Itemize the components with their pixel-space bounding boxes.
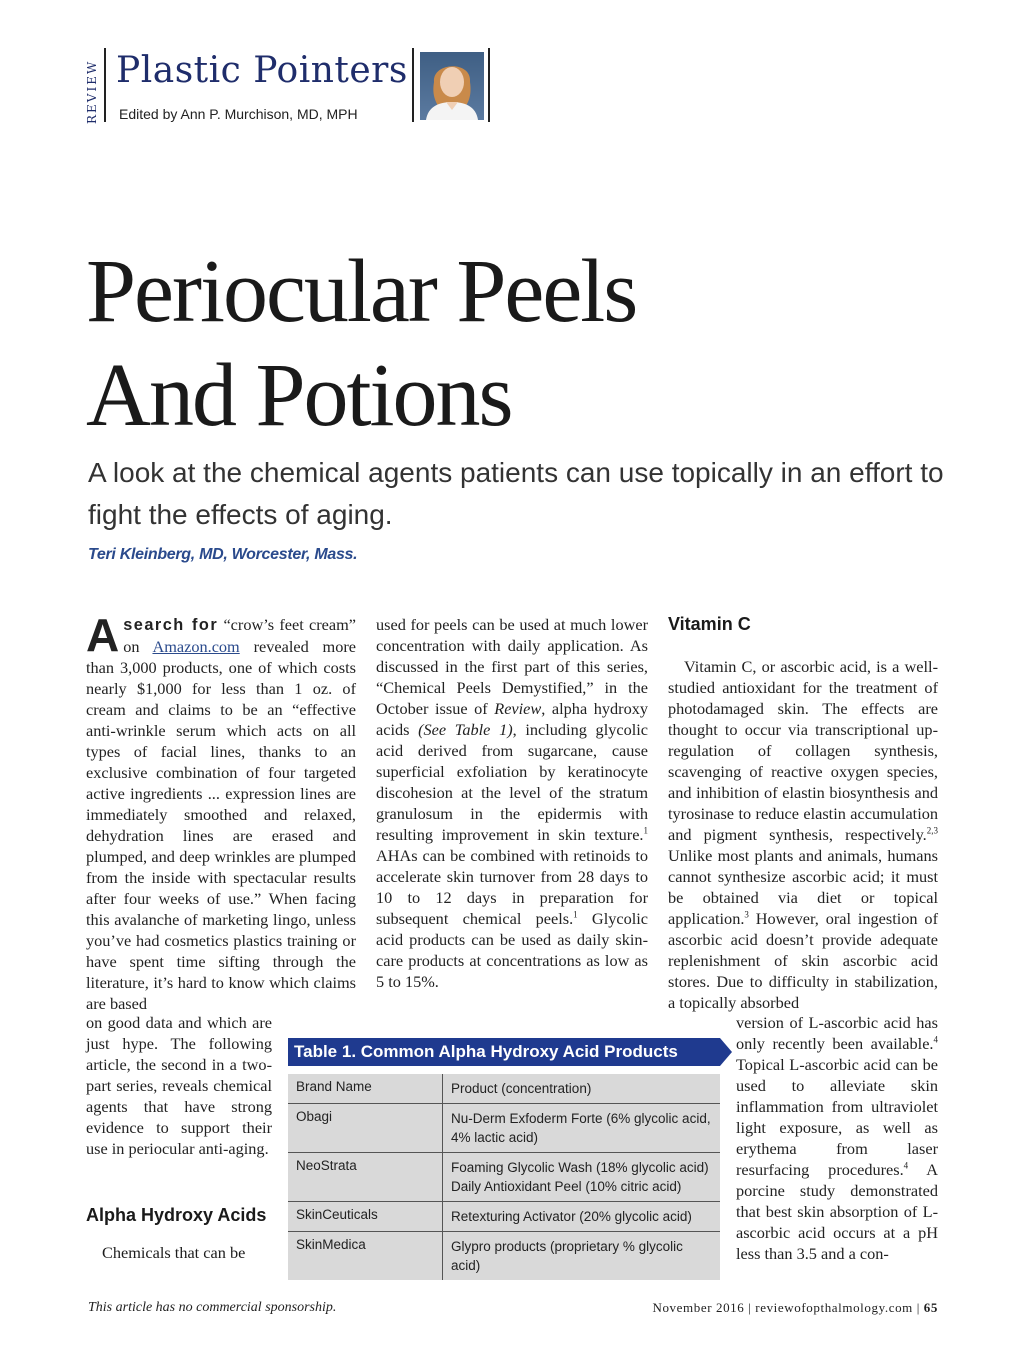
journal-name: Review [494,699,542,718]
table-row [288,1232,720,1280]
table-row [288,1153,720,1202]
body-text: version of L-ascorbic acid has only recently been available. [736,1013,938,1053]
body-column-2 [376,614,648,992]
header-divider [104,48,106,122]
table-header-row [288,1074,720,1104]
headline-line-2: And Potions [86,346,512,445]
body-text: Vitamin C, or ascorbic acid, is a well-studied antioxidant for the treatment of photodamaged skin. The effects are thought to occur via transcriptional up-regulation of collagen synthesis, scavenging of reactive oxygen species, and inhibition of elastin biosynthesis and tyrosinase to reduce elastin accumulation and pigment synthesis, respectively. [668,657,938,844]
body-text: used for peels can be used at much lower concentration with daily application. As discussed in the first part of this series, “Chemical Peels Demystified,” in the October issue of [376,615,648,718]
body-text: “crow’s feet cream” on [123,615,357,656]
lead-in: search for [123,616,219,634]
article-headline [86,240,966,448]
citation-marker: 1 [573,909,578,920]
author-byline: Teri Kleinberg, MD, Worcester, Mass. [88,546,358,563]
column-header: Brand Name [288,1074,443,1103]
body-column-1 [86,609,357,1014]
body-text: on good data and which are just hype. The following article, the second in a two-part series, reveals chemical agents that have strong evidence to support their use in periocular anti-aging. [86,1013,272,1158]
aha-products-table [288,1038,722,1280]
citation-marker: 4 [933,1034,938,1045]
section-tag [76,48,104,128]
body-text: revealed more than 3,000 products, one of which costs nearly $1,000 for less than 1 oz. of cream and claims to be an “effective anti-wrinkle serum which acts on all types of facial lines, thanks to an exclusive combination of four targeted active ingredients ... expression lines are immediately smoothed and relaxed, dehydration lines are erased and plumped, and deep wrinkles are plumped from the inside with spectacular results after four weeks of use.” When facing this avalanche of marketing lingo, unless you’ve had cosmetics plastics training or have spent time sifting through the literature, it’s hard to know which claims are based [86,637,357,1013]
body-text: , including glycolic acid derived from sugarcane, cause superficial exfoliation by keratinocyte discohesion at the level of the stratum granulosum in the epidermis with resulting improvement in skin texture. [376,720,648,844]
header-divider [488,48,490,122]
body-text: , alpha hydroxy acids [376,699,649,739]
citation-marker: 2,3 [926,825,938,836]
citation-marker: 4 [903,1160,909,1171]
product-cell: Nu-Derm Exfoderm Forte (6% glycolic acid, 4% lactic acid) [451,1111,711,1145]
body-column-1-continued [86,1012,272,1159]
subhead-vitamin-c: Vitamin C [668,614,751,634]
body-column-3-continued [736,1012,938,1264]
page-footer: November 2016 | reviewofopthalmology.com | 65 [652,1300,938,1315]
body-text: A porcine study demonstrated that best skin absorption of L-ascorbic acid occurs at a pH less than 3.5 and a con- [736,1160,938,1263]
sponsorship-note: This article has no commercial sponsorship. [88,1300,337,1315]
body-text: However, oral ingestion of ascorbic acid doesn’t provide adequate replenishment of skin ascorbic acid stores. Due to difficulty in stabilization, a topically absorbed [668,909,938,1012]
drop-cap: A [86,609,120,661]
body-text: Topical L-ascorbic acid can be used to alleviate skin inflammation from ultraviolet light exposure, as well as erythema from laser resurfacing procedures. [736,1055,938,1179]
citation-marker: 1 [643,825,648,836]
body-text: AHAs can be combined with retinoids to accelerate skin turnover from 28 days to 10 to 12 days in preparation for subsequent chemical peels. [376,846,648,928]
table-row [288,1202,720,1232]
header-divider [412,48,414,122]
brand-cell: SkinCeuticals [288,1202,443,1231]
section-tag-text: REVIEW [85,59,99,124]
table-body [288,1074,720,1280]
editor-portrait [420,52,484,120]
table-row [288,1104,720,1153]
amazon-link[interactable]: Amazon.com [152,637,240,656]
product-cell: Glypro products (proprietary % glycolic acid) [451,1239,683,1273]
brand-cell: NeoStrata [288,1153,443,1201]
website[interactable]: reviewofopthalmology.com [755,1300,913,1315]
body-text: Unlike most plants and animals, humans cannot synthesize ascorbic acid; it must be obtained via diet or topical application. [668,846,938,928]
body-column-3 [668,656,938,1013]
brand-cell: Obagi [288,1104,443,1152]
table-title: Table 1. Common Alpha Hydroxy Acid Products [288,1038,720,1066]
series-title: Plastic Pointers [116,50,408,91]
body-text: Chemicals that can be [102,1243,246,1262]
citation-marker: 3 [744,909,749,920]
column-header: Product (concentration) [451,1081,592,1096]
table-reference: (See Table 1) [418,720,513,739]
article-deck: A look at the chemical agents patients can use topically in an effort to fight the effects of aging. [88,457,944,530]
issue-date: November 2016 [652,1300,745,1315]
product-cell: Retexturing Activator (20% glycolic acid) [451,1209,692,1224]
editor-credit: Edited by Ann P. Murchison, MD, MPH [119,106,358,122]
headline-line-1: Periocular Peels [86,242,637,341]
page-number: 65 [923,1300,938,1315]
brand-cell: SkinMedica [288,1232,443,1280]
product-cell: Foaming Glycolic Wash (18% glycolic acid) Daily Antioxidant Peel (10% citric acid) [451,1160,709,1194]
body-text: Glycolic acid products can be used as daily skin-care products at concentrations as low as 5 to 15%. [376,909,648,991]
subhead-alpha-hydroxy-acids: Alpha Hydroxy Acids [86,1205,267,1225]
